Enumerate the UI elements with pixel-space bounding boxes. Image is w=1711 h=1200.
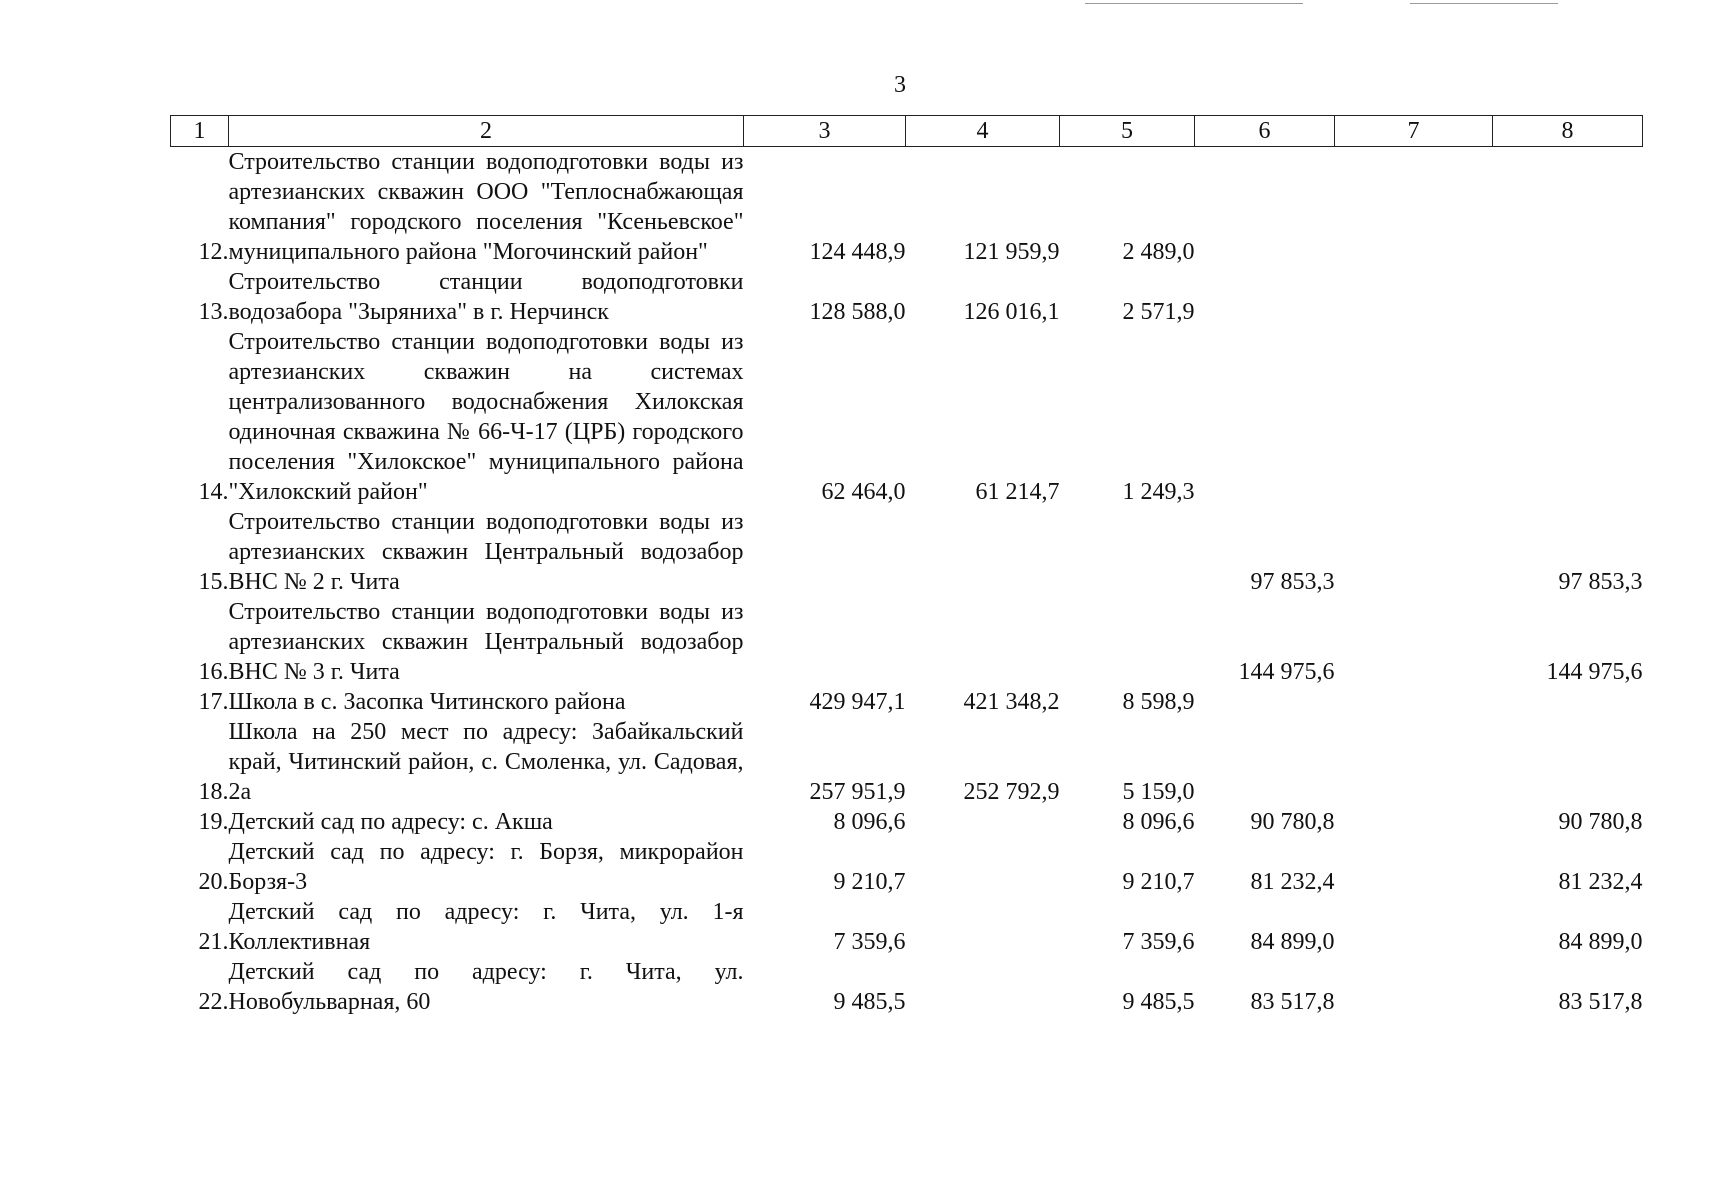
cell-col-3 xyxy=(744,597,906,687)
cell-col-8 xyxy=(1493,147,1643,268)
cell-col-5 xyxy=(1060,597,1195,687)
cell-col-7 xyxy=(1335,597,1493,687)
header-row xyxy=(171,116,1643,147)
cell-col-5: 9 485,5 xyxy=(1122,989,1195,1015)
cell-col-7 xyxy=(1335,717,1493,807)
row-number: 17. xyxy=(198,689,229,715)
header-col-1: 1 xyxy=(171,116,229,147)
row-number: 15. xyxy=(198,569,229,595)
cell-col-8 xyxy=(1493,687,1643,717)
cell-col-6: 84 899,0 xyxy=(1250,929,1335,955)
cell-col-4: 61 214,7 xyxy=(975,479,1060,505)
cell-col-8: 90 780,8 xyxy=(1558,809,1643,835)
cell-col-7 xyxy=(1335,267,1493,327)
cell-col-4 xyxy=(906,807,1060,837)
cell-col-7 xyxy=(1335,147,1493,268)
row-number: 12. xyxy=(198,239,229,265)
cell-col-3 xyxy=(744,507,906,597)
cell-col-4 xyxy=(906,507,1060,597)
table-row xyxy=(171,327,1643,507)
cell-col-4 xyxy=(906,837,1060,897)
cell-col-3: 7 359,6 xyxy=(833,929,906,955)
cell-col-6: 90 780,8 xyxy=(1250,809,1335,835)
row-number: 13. xyxy=(198,299,229,325)
row-name: Строительство станции водоподготовки воды из артезианских скважин Центральный водозабор ВНС № 2 г. Чита xyxy=(228,509,744,595)
cell-col-5: 8 096,6 xyxy=(1122,809,1195,835)
cell-col-6 xyxy=(1195,327,1335,507)
header-col-8: 8 xyxy=(1493,116,1643,147)
row-number: 21. xyxy=(198,929,229,955)
cell-col-5: 2 489,0 xyxy=(1122,239,1195,265)
table-row xyxy=(171,957,1643,1017)
table-row xyxy=(171,267,1643,327)
row-number: 14. xyxy=(198,479,229,505)
row-number: 22. xyxy=(198,989,229,1015)
cell-col-7 xyxy=(1335,957,1493,1017)
cell-col-3: 9 485,5 xyxy=(833,989,906,1015)
cell-col-4 xyxy=(906,597,1060,687)
cell-col-5 xyxy=(1060,507,1195,597)
header-col-4: 4 xyxy=(906,116,1060,147)
cell-col-3: 429 947,1 xyxy=(809,689,906,715)
row-number: 18. xyxy=(198,779,229,805)
cell-col-8 xyxy=(1493,267,1643,327)
table-row xyxy=(171,147,1643,268)
cell-col-3: 257 951,9 xyxy=(809,779,906,805)
cell-col-5: 8 598,9 xyxy=(1122,689,1195,715)
cell-col-6 xyxy=(1195,687,1335,717)
cell-col-5: 7 359,6 xyxy=(1122,929,1195,955)
row-name: Строительство станции водоподготовки воды из артезианских скважин ООО "Теплоснабжающая компания" городского поселения "Ксеньевское" муниципального района "Могочинский район" xyxy=(228,149,744,265)
cell-col-8 xyxy=(1493,717,1643,807)
cell-col-6 xyxy=(1195,147,1335,268)
cell-col-3: 9 210,7 xyxy=(833,869,906,895)
row-number: 20. xyxy=(198,869,229,895)
table-row xyxy=(171,687,1643,717)
row-number: 19. xyxy=(198,809,229,835)
cell-col-7 xyxy=(1335,837,1493,897)
page-number: 3 xyxy=(894,72,906,98)
cell-col-7 xyxy=(1335,687,1493,717)
row-name: Детский сад по адресу: г. Чита, ул. Новобульварная, 60 xyxy=(228,959,744,1015)
row-number: 16. xyxy=(198,659,229,685)
cell-col-5: 5 159,0 xyxy=(1122,779,1195,805)
row-name: Школа на 250 мест по адресу: Забайкальский край, Читинский район, с. Смоленка, ул. Садовая, 2а xyxy=(228,719,744,805)
row-name: Строительство станции водоподготовки водозабора "Зыряниха" в г. Нерчинск xyxy=(228,269,744,325)
cell-col-6: 83 517,8 xyxy=(1250,989,1335,1015)
cell-col-3: 124 448,9 xyxy=(809,239,906,265)
budget-table xyxy=(170,115,1643,1017)
cell-col-7 xyxy=(1335,897,1493,957)
table-row xyxy=(171,807,1643,837)
cell-col-3: 8 096,6 xyxy=(833,809,906,835)
row-name: Строительство станции водоподготовки воды из артезианских скважин на системах централизованного водоснабжения Хилокская одиночная скважина № 66-Ч-17 (ЦРБ) городского поселения "Хилокское" муниципального района "Хилокский район" xyxy=(228,329,744,505)
cell-col-8: 144 975,6 xyxy=(1546,659,1643,685)
cell-col-8: 81 232,4 xyxy=(1558,869,1643,895)
cell-col-5: 2 571,9 xyxy=(1122,299,1195,325)
cell-col-7 xyxy=(1335,507,1493,597)
row-name: Детский сад по адресу: с. Акша xyxy=(228,809,553,835)
cell-col-8: 84 899,0 xyxy=(1558,929,1643,955)
table-row xyxy=(171,507,1643,597)
cell-col-6 xyxy=(1195,267,1335,327)
scan-artifact-line xyxy=(1410,3,1558,4)
table-row xyxy=(171,597,1643,687)
cell-col-4: 121 959,9 xyxy=(963,239,1060,265)
cell-col-8: 83 517,8 xyxy=(1558,989,1643,1015)
row-name: Школа в с. Засопка Читинского района xyxy=(228,689,626,715)
row-name: Детский сад по адресу: г. Чита, ул. 1-я Коллективная xyxy=(228,899,744,955)
table-row xyxy=(171,837,1643,897)
cell-col-7 xyxy=(1335,327,1493,507)
row-name: Строительство станции водоподготовки воды из артезианских скважин Центральный водозабор ВНС № 3 г. Чита xyxy=(228,599,744,685)
scan-artifact-line xyxy=(1085,3,1303,4)
header-col-7: 7 xyxy=(1335,116,1493,147)
cell-col-6 xyxy=(1195,717,1335,807)
table-row xyxy=(171,897,1643,957)
cell-col-6: 97 853,3 xyxy=(1250,569,1335,595)
header-col-2: 2 xyxy=(229,116,744,147)
cell-col-4: 421 348,2 xyxy=(963,689,1060,715)
cell-col-6: 144 975,6 xyxy=(1238,659,1335,685)
cell-col-3: 128 588,0 xyxy=(809,299,906,325)
cell-col-4 xyxy=(906,897,1060,957)
cell-col-5: 9 210,7 xyxy=(1122,869,1195,895)
row-name: Детский сад по адресу: г. Борзя, микрорайон Борзя-3 xyxy=(228,839,744,895)
cell-col-4 xyxy=(906,957,1060,1017)
cell-col-8: 97 853,3 xyxy=(1558,569,1643,595)
header-col-3: 3 xyxy=(744,116,906,147)
cell-col-8 xyxy=(1493,327,1643,507)
cell-col-4: 126 016,1 xyxy=(963,299,1060,325)
header-col-5: 5 xyxy=(1060,116,1195,147)
cell-col-7 xyxy=(1335,807,1493,837)
header-col-6: 6 xyxy=(1195,116,1335,147)
cell-col-3: 62 464,0 xyxy=(821,479,906,505)
cell-col-5: 1 249,3 xyxy=(1122,479,1195,505)
cell-col-6: 81 232,4 xyxy=(1250,869,1335,895)
table-row xyxy=(171,717,1643,807)
cell-col-4: 252 792,9 xyxy=(963,779,1060,805)
